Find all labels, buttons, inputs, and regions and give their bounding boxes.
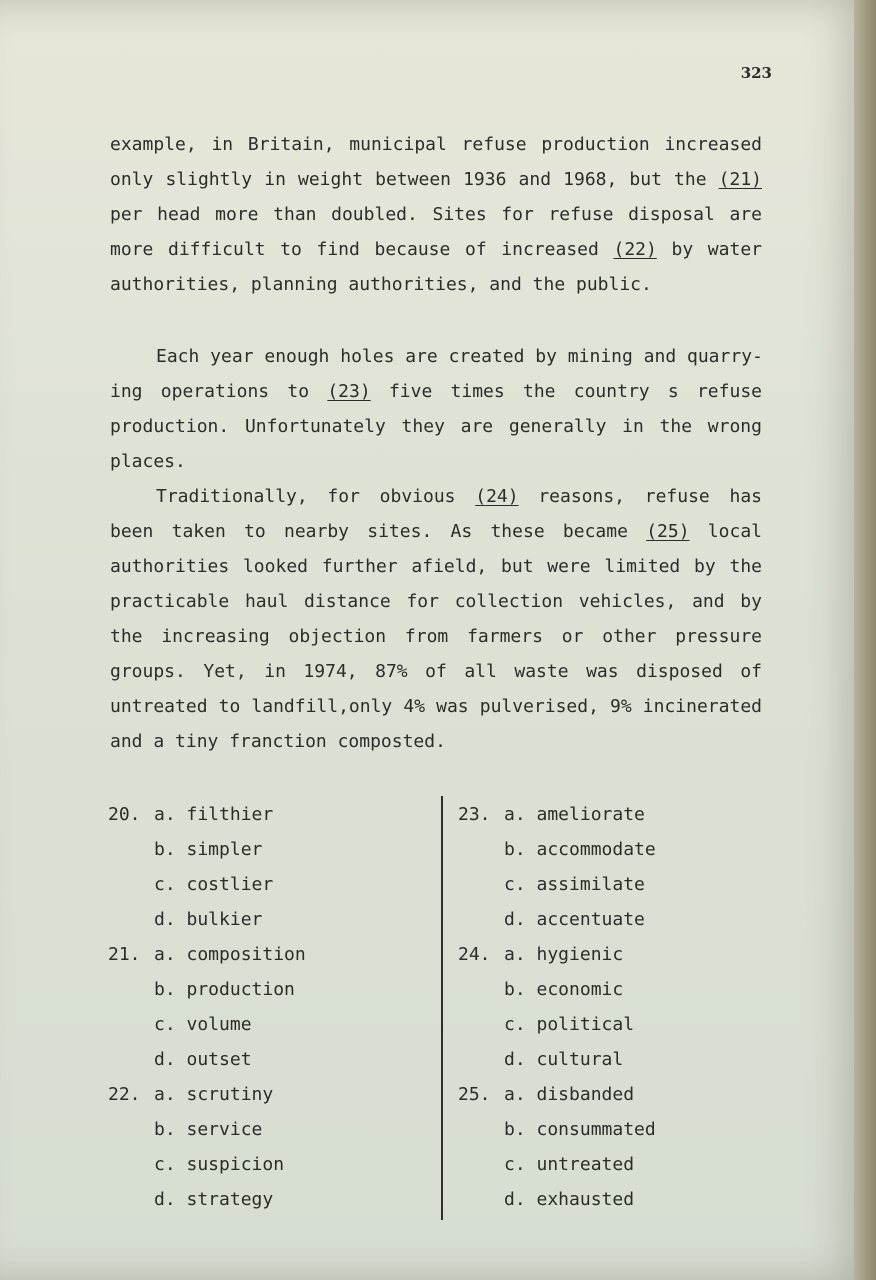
option-line <box>458 1007 788 1042</box>
option: a. filthier <box>154 804 274 825</box>
text-line: per head more than doubled. Sites for refuse disposal are <box>110 204 762 225</box>
option: d. bulkier <box>154 909 263 930</box>
option: a. composition <box>154 944 306 965</box>
text-line: groups. Yet, in 1974, 87% of all waste was disposed of <box>110 661 762 682</box>
option-line <box>108 832 428 867</box>
option: b. accommodate <box>504 839 656 860</box>
option-line <box>458 797 788 832</box>
option: b. production <box>154 979 295 1000</box>
question-number: 21. <box>108 944 141 965</box>
text-line: practicable haul distance for collection vehicles, and by <box>110 591 762 612</box>
option-line <box>458 1042 788 1077</box>
option-line <box>458 867 788 902</box>
option-line <box>458 832 788 867</box>
text-line: only slightly in weight between 1936 and 1968, but the (21) <box>110 169 762 190</box>
option: d. accentuate <box>504 909 645 930</box>
question-number: 20. <box>108 804 141 825</box>
option-line <box>458 1112 788 1147</box>
option: c. suspicion <box>154 1154 285 1175</box>
text-line: example, in Britain, municipal refuse production increased <box>110 134 762 155</box>
option-line <box>108 867 428 902</box>
paragraph-2 <box>110 339 762 479</box>
option: b. simpler <box>154 839 263 860</box>
answer-options-right <box>458 797 788 1217</box>
option-line <box>108 902 428 937</box>
option: c. volume <box>154 1014 252 1035</box>
option-line <box>458 1147 788 1182</box>
option: d. exhausted <box>504 1189 635 1210</box>
option-line <box>108 1007 428 1042</box>
option: c. political <box>504 1014 635 1035</box>
option-line <box>108 1077 428 1112</box>
option: c. untreated <box>504 1154 635 1175</box>
option: a. ameliorate <box>504 804 645 825</box>
column-divider <box>441 796 443 1220</box>
option: c. costlier <box>154 874 274 895</box>
option-line <box>108 797 428 832</box>
option-line <box>458 902 788 937</box>
option: a. disbanded <box>504 1084 635 1105</box>
text-line: production. Unfortunately they are generally in the wrong <box>110 416 762 437</box>
paragraph-1 <box>110 127 762 302</box>
page-number: 323 <box>740 64 772 82</box>
text-line: Each year enough holes are created by mining and quarry- <box>156 346 763 367</box>
paragraph-3 <box>110 479 762 759</box>
option-line <box>108 1042 428 1077</box>
text-line: authorities looked further afield, but were limited by the <box>110 556 762 577</box>
text-line: and a tiny franction composted. <box>110 731 446 752</box>
option: d. cultural <box>504 1049 624 1070</box>
text-line: Traditionally, for obvious (24) reasons, refuse has <box>156 486 762 507</box>
question-number: 25. <box>458 1084 491 1105</box>
option: c. assimilate <box>504 874 645 895</box>
option: d. outset <box>154 1049 252 1070</box>
option-line <box>108 937 428 972</box>
option: d. strategy <box>154 1189 274 1210</box>
option-line <box>458 1182 788 1217</box>
book-spine-shadow <box>854 0 876 1280</box>
text-line: been taken to nearby sites. As these became (25) local <box>110 521 762 542</box>
option-line <box>458 972 788 1007</box>
option-line <box>458 937 788 972</box>
option-line <box>458 1077 788 1112</box>
text-line: the increasing objection from farmers or other pressure <box>110 626 762 647</box>
question-number: 22. <box>108 1084 141 1105</box>
text-line: places. <box>110 451 186 472</box>
option-line <box>108 972 428 1007</box>
option-line <box>108 1182 428 1217</box>
question-number: 23. <box>458 804 491 825</box>
answer-options-left <box>108 797 428 1217</box>
text-line: more difficult to find because of increased (22) by water <box>110 239 762 260</box>
option-line <box>108 1112 428 1147</box>
option: b. consummated <box>504 1119 656 1140</box>
option-line <box>108 1147 428 1182</box>
text-line: untreated to landfill,only 4% was pulverised, 9% incinerated <box>110 696 762 717</box>
option: a. hygienic <box>504 944 624 965</box>
option: b. economic <box>504 979 624 1000</box>
option: a. scrutiny <box>154 1084 274 1105</box>
option: b. service <box>154 1119 263 1140</box>
text-line: authorities, planning authorities, and the public. <box>110 274 652 295</box>
text-line: ing operations to (23) five times the country s refuse <box>110 381 762 402</box>
question-number: 24. <box>458 944 491 965</box>
